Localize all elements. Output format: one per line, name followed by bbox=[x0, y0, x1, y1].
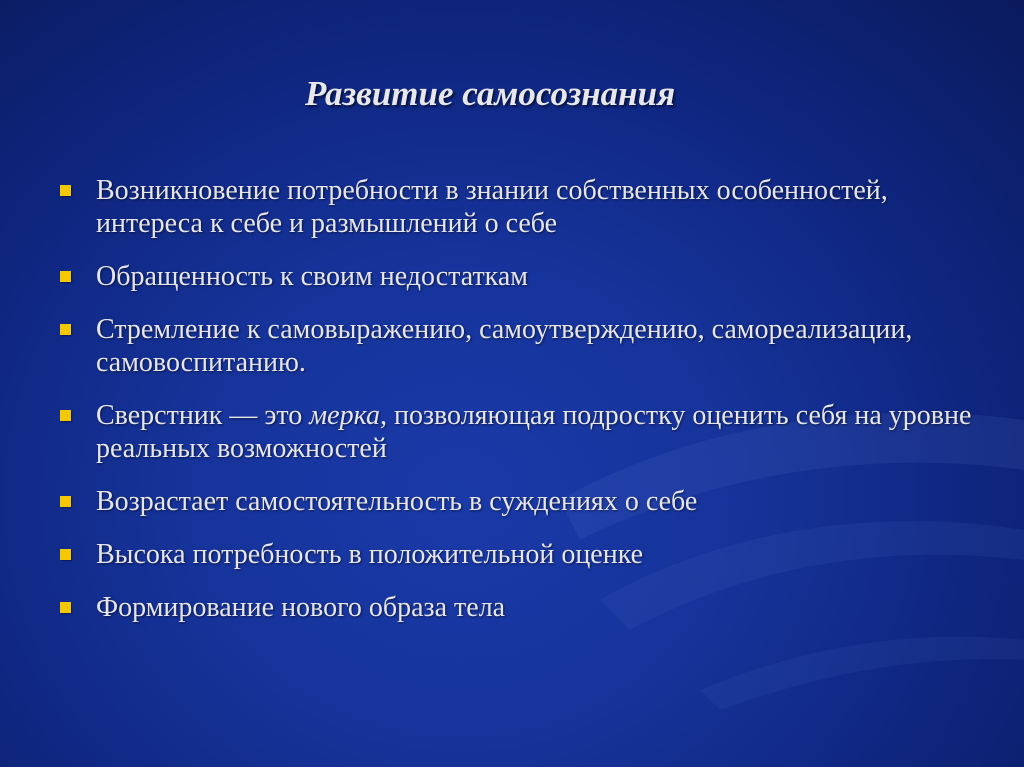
list-item bbox=[60, 399, 990, 465]
list-item bbox=[60, 260, 990, 293]
bullet-text-part: Сверстник — это bbox=[96, 400, 310, 431]
bullet-text: Возрастает самостоятельность в суждениях о себе bbox=[96, 486, 698, 517]
bullet-text bbox=[96, 400, 971, 464]
list-item bbox=[60, 591, 990, 624]
bullet-marker-icon bbox=[60, 271, 71, 282]
bullet-marker-icon bbox=[60, 549, 71, 560]
bullet-text: Высока потребность в положительной оценке bbox=[96, 539, 644, 570]
bullet-marker-icon bbox=[60, 496, 71, 507]
list-item bbox=[60, 174, 990, 240]
bullet-marker-icon bbox=[60, 602, 71, 613]
slide-title: Развитие самосознания bbox=[305, 74, 676, 113]
bullet-text: Возникновение потребности в знании собственных особенностей, интереса к себе и размышлений о себе bbox=[96, 175, 888, 239]
bullet-text-emphasis: мерка, bbox=[309, 400, 387, 431]
bullet-text: Формирование нового образа тела bbox=[96, 592, 506, 623]
bullet-list bbox=[60, 174, 990, 644]
bullet-marker-icon bbox=[60, 324, 71, 335]
bullet-marker-icon bbox=[60, 185, 71, 196]
bullet-marker-icon bbox=[60, 410, 71, 421]
list-item bbox=[60, 313, 990, 379]
bullet-text-part: позволяющая подростку оценить себя на уровне реальных возможностей bbox=[96, 400, 972, 464]
bullet-text: Обращенность к своим недостаткам bbox=[96, 261, 529, 292]
list-item bbox=[60, 538, 990, 571]
bullet-text: Стремление к самовыражению, самоутверждению, самореализации, самовоспитанию. bbox=[96, 314, 913, 378]
list-item bbox=[60, 485, 990, 518]
